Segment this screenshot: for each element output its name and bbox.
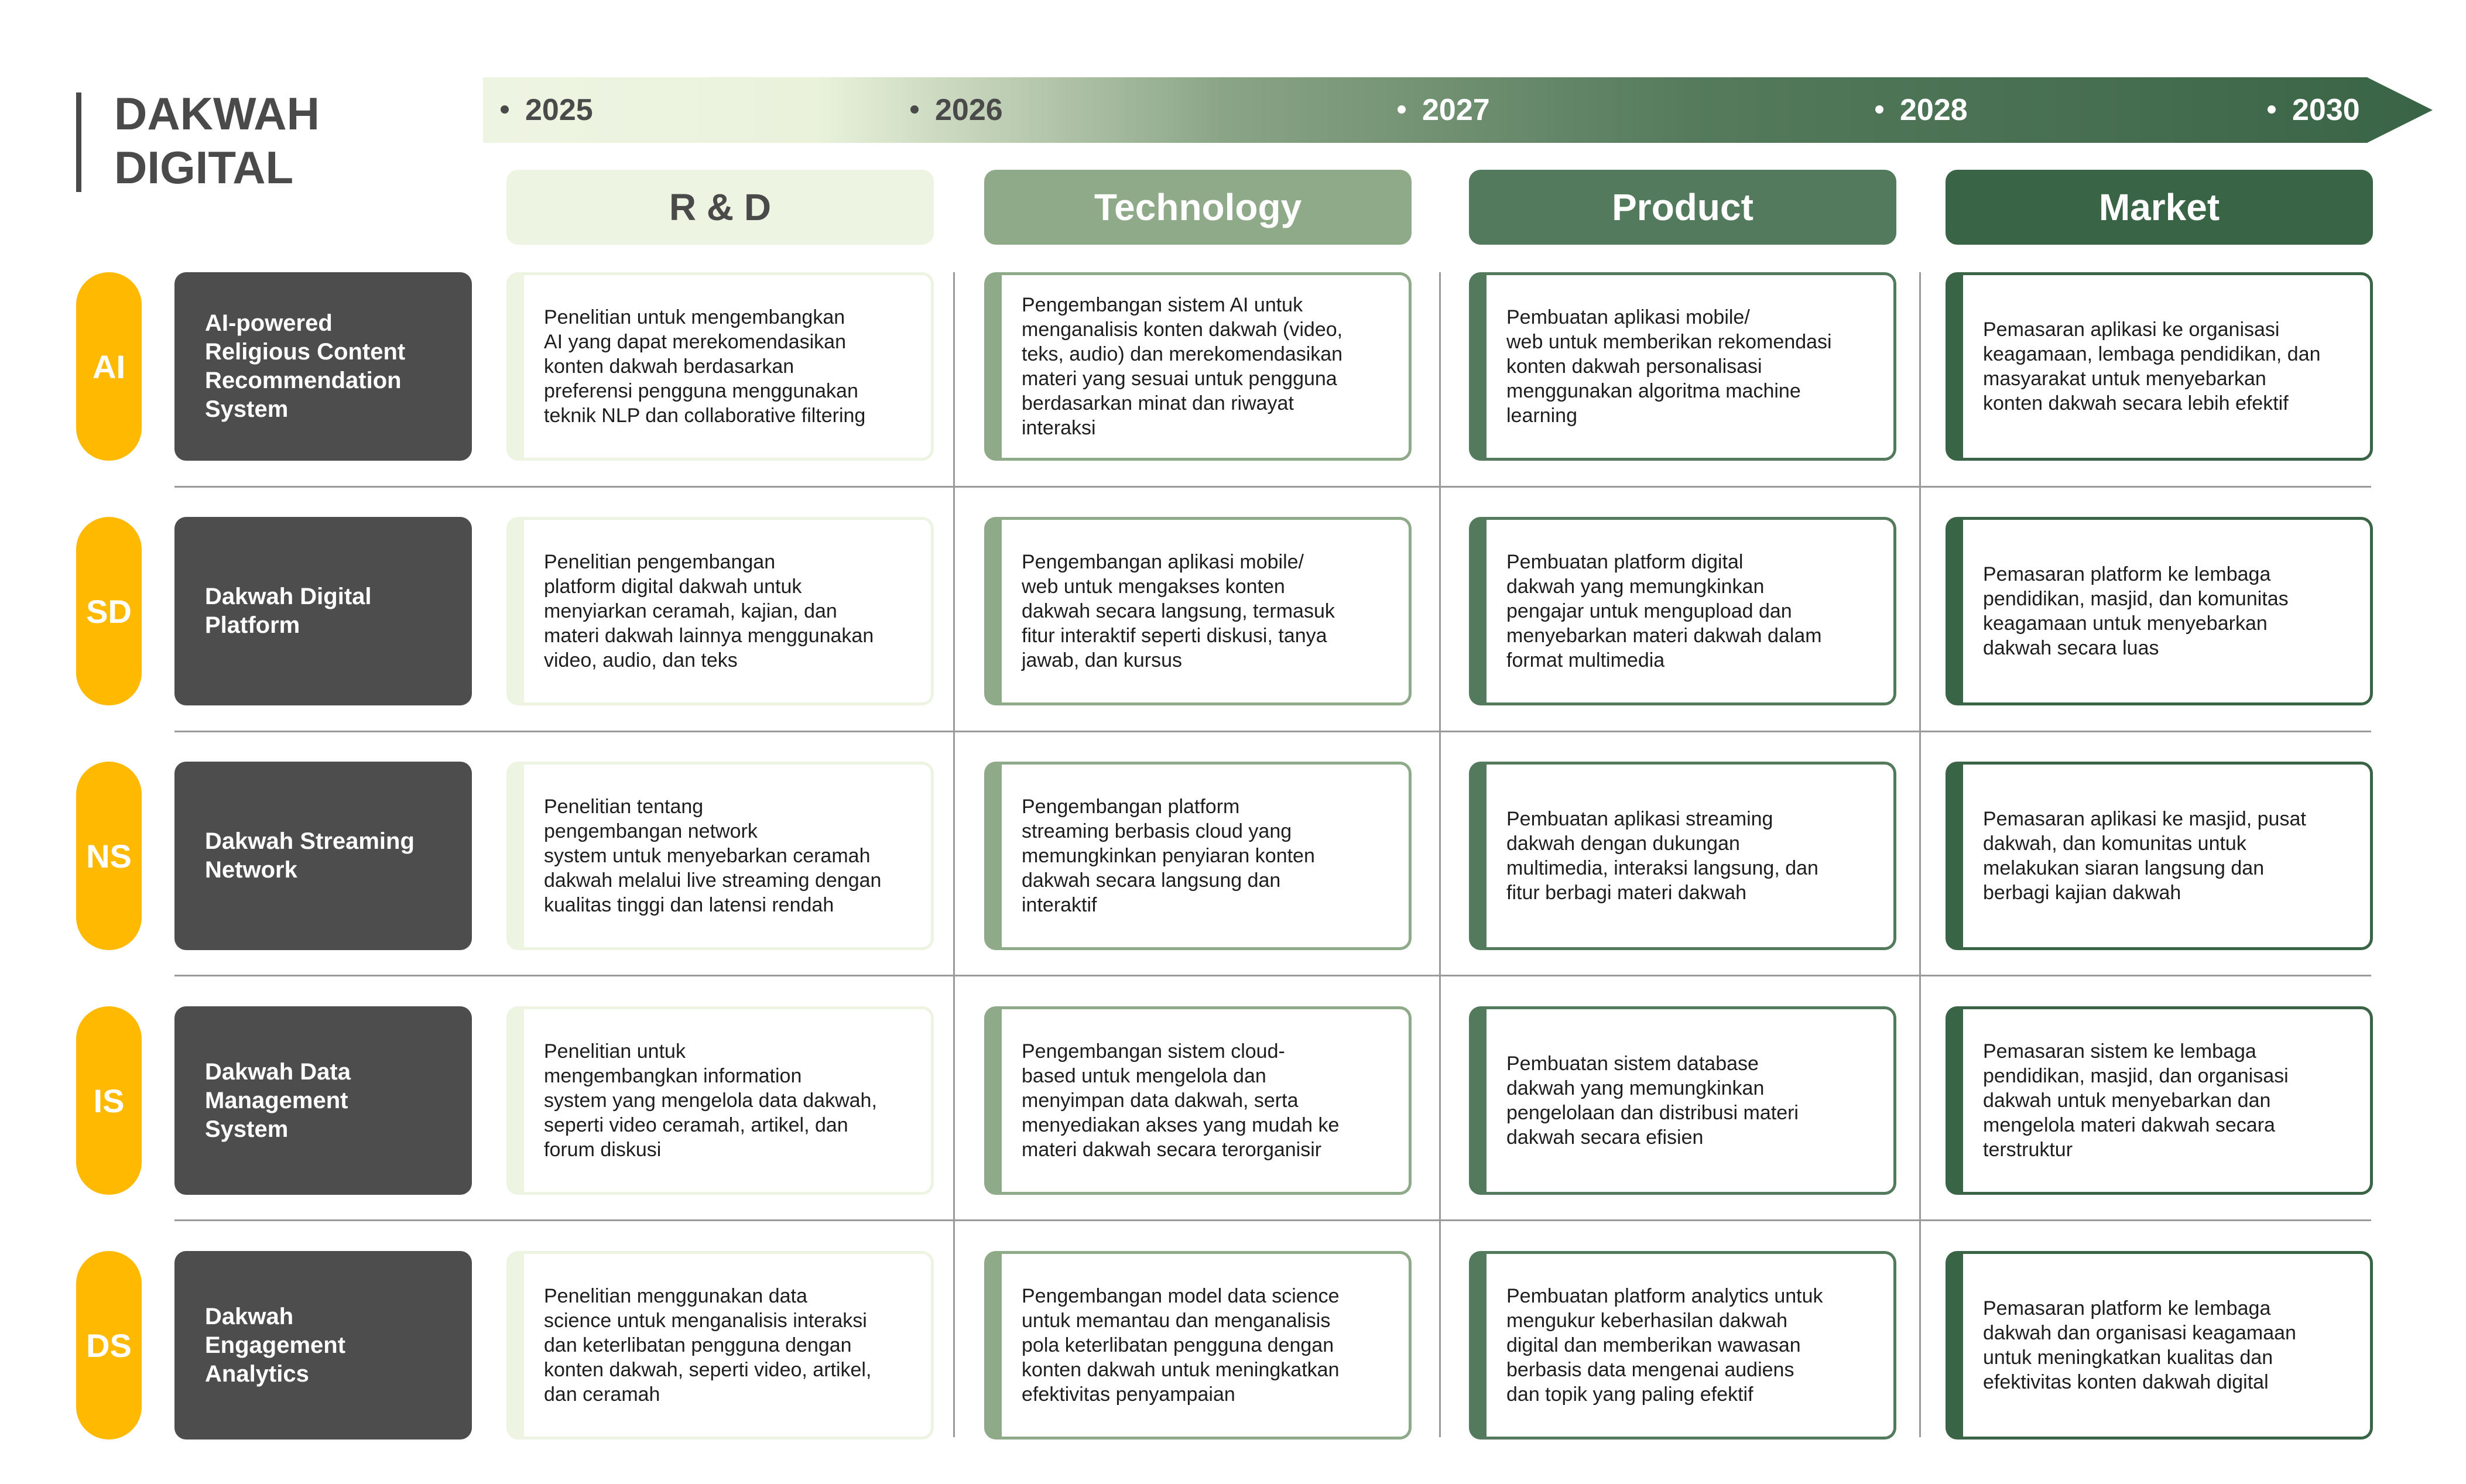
- cell-technology: [984, 762, 1412, 950]
- timeline-year-2026: [910, 92, 1003, 128]
- cell-rd: [506, 517, 934, 705]
- timeline-year-2025: [501, 92, 593, 128]
- cell-market: [1946, 1006, 2373, 1195]
- row-code-badge: IS: [76, 1006, 142, 1195]
- cell-text: Pembuatan sistem database dakwah yang memungkinkan pengelolaan dan distribusi materi dakwah secara efisien: [1506, 1053, 1799, 1149]
- cell-technology: [984, 272, 1412, 461]
- timeline-dot: [501, 105, 509, 114]
- cell-text: Pembuatan aplikasi mobile/ web untuk memberikan rekomendasi konten dakwah personalisasi menggunakan algoritma machine learning: [1506, 306, 1832, 427]
- row-name-box: Dakwah Data Management System: [174, 1006, 472, 1195]
- row-divider: [174, 731, 2371, 732]
- timeline-dot: [910, 105, 919, 114]
- timeline-dot: [1875, 105, 1883, 114]
- row-divider: [174, 975, 2371, 976]
- cell-text: Pembuatan aplikasi streaming dakwah dengan dukungan multimedia, interaksi langsung, dan fitur berbagi materi dakwah: [1506, 808, 1818, 904]
- column-divider: [1439, 272, 1441, 1437]
- row-code-badge: NS: [76, 762, 142, 950]
- row-name-box: Dakwah Engagement Analytics: [174, 1251, 472, 1440]
- cell-technology: [984, 1251, 1412, 1440]
- cell-rd: [506, 272, 934, 461]
- cell-text: Pengembangan aplikasi mobile/ web untuk mengakses konten dakwah secara langsung, termasuk fitur interaktif seperti diskusi, tanya jawab, dan kursus: [1022, 551, 1335, 671]
- phase-header-market: Market: [1946, 170, 2373, 245]
- cell-text: Pembuatan platform analytics untuk mengukur keberhasilan dakwah digital dan memberikan wawasan berbasis data mengenai audiens dan topik yang paling efektif: [1506, 1285, 1823, 1406]
- column-divider: [953, 272, 955, 1437]
- row-divider: [174, 486, 2371, 488]
- timeline-year-2028: [1875, 92, 1968, 128]
- cell-text: Pemasaran platform ke lembaga dakwah dan organisasi keagamaan untuk meningkatkan kualitas dan efektivitas konten dakwah digital: [1983, 1297, 2296, 1393]
- year-label: 2028: [1900, 93, 1968, 127]
- page-title: DAKWAH DIGITAL: [114, 88, 320, 193]
- cell-text: Pembuatan platform digital dakwah yang memungkinkan pengajar untuk mengupload dan menyebarkan materi dakwah dalam format multimedia: [1506, 551, 1822, 671]
- phase-header-rd: R & D: [506, 170, 934, 245]
- cell-rd: [506, 1251, 934, 1440]
- cell-product: [1469, 272, 1896, 461]
- year-label: 2027: [1422, 93, 1490, 127]
- cell-text: Penelitian pengembangan platform digital dakwah untuk menyiarkan ceramah, kajian, dan materi dakwah lainnya menggunakan video, audio, dan teks: [544, 551, 874, 671]
- row-name-box: AI-powered Religious Content Recommendation System: [174, 272, 472, 461]
- cell-text: Pengembangan model data science untuk memantau dan menganalisis pola keterlibatan pengguna dengan konten dakwah untuk meningkatkan efektivitas penyampaian: [1022, 1285, 1340, 1406]
- timeline-dot: [1398, 105, 1406, 114]
- phase-header-product: Product: [1469, 170, 1896, 245]
- cell-text: Pengembangan sistem cloud- based untuk mengelola dan menyimpan data dakwah, serta menyediakan akses yang mudah ke materi dakwah secara terorganisir: [1022, 1040, 1340, 1161]
- cell-text: Penelitian untuk mengembangkan information system yang mengelola data dakwah, seperti video ceramah, artikel, dan forum diskusi: [544, 1040, 877, 1161]
- row-code-badge: DS: [76, 1251, 142, 1440]
- cell-rd: [506, 762, 934, 950]
- cell-product: [1469, 1251, 1896, 1440]
- timeline-year-2027: [1398, 92, 1490, 128]
- cell-technology: [984, 517, 1412, 705]
- cell-market: [1946, 762, 2373, 950]
- row-code-badge: SD: [76, 517, 142, 705]
- timeline-dot: [2268, 105, 2276, 114]
- cell-rd: [506, 1006, 934, 1195]
- cell-text: Pengembangan sistem AI untuk menganalisis konten dakwah (video, teks, audio) dan merekomendasikan materi yang sesuai untuk pengguna berdasarkan minat dan riwayat interaksi: [1022, 294, 1343, 439]
- year-label: 2030: [2292, 93, 2360, 127]
- row-code-badge: AI: [76, 272, 142, 461]
- cell-text: Pemasaran platform ke lembaga pendidikan, masjid, dan komunitas keagamaan untuk menyebarkan dakwah secara luas: [1983, 563, 2289, 659]
- cell-market: [1946, 1251, 2373, 1440]
- cell-product: [1469, 1006, 1896, 1195]
- year-label: 2026: [935, 93, 1003, 127]
- title-accent-bar: [76, 92, 81, 192]
- cell-text: Pengembangan platform streaming berbasis cloud yang memungkinkan penyiaran konten dakwah secara langsung dan interaktif: [1022, 796, 1315, 916]
- phase-header-technology: Technology: [984, 170, 1412, 245]
- cell-product: [1469, 762, 1896, 950]
- year-label: 2025: [525, 93, 593, 127]
- cell-text: Penelitian tentang pengembangan network system untuk menyebarkan ceramah dakwah melalui live streaming dengan kualitas tinggi dan latensi rendah: [544, 796, 882, 916]
- row-name-box: Dakwah Streaming Network: [174, 762, 472, 950]
- column-divider: [1919, 272, 1921, 1437]
- cell-product: [1469, 517, 1896, 705]
- row-name-box: Dakwah Digital Platform: [174, 517, 472, 705]
- cell-text: Pemasaran sistem ke lembaga pendidikan, masjid, dan organisasi dakwah untuk menyebarkan dan mengelola materi dakwah secara terstruktur: [1983, 1040, 2289, 1161]
- cell-market: [1946, 517, 2373, 705]
- timeline-year-2030: [2268, 92, 2360, 128]
- cell-text: Penelitian menggunakan data science untuk menganalisis interaksi dan keterlibatan pengguna dengan konten dakwah, seperti video, artikel, dan ceramah: [544, 1285, 872, 1406]
- row-divider: [174, 1219, 2371, 1221]
- cell-text: Pemasaran aplikasi ke organisasi keagamaan, lembaga pendidikan, dan masyarakat untuk menyebarkan konten dakwah secara lebih efektif: [1983, 318, 2321, 414]
- cell-market: [1946, 272, 2373, 461]
- cell-text: Penelitian untuk mengembangkan AI yang dapat merekomendasikan konten dakwah berdasarkan preferensi pengguna menggunakan teknik NLP dan collaborative filtering: [544, 306, 866, 427]
- cell-text: Pemasaran aplikasi ke masjid, pusat dakwah, dan komunitas untuk melakukan siaran langsung dan berbagi kajian dakwah: [1983, 808, 2306, 904]
- cell-technology: [984, 1006, 1412, 1195]
